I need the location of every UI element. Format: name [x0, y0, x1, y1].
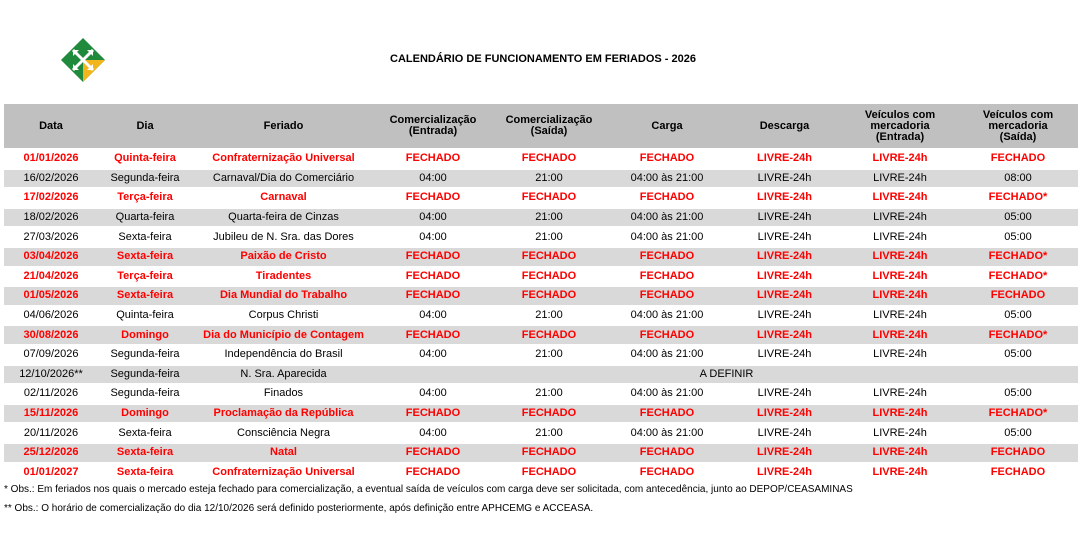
- table-row: [4, 365, 1078, 385]
- table-cell: 04:00 às 21:00: [607, 169, 727, 189]
- table-cell: LIVRE-24h: [727, 404, 842, 424]
- table-cell: FECHADO: [607, 404, 727, 424]
- table-cell: 04:00: [375, 345, 491, 365]
- table-row: [4, 384, 1078, 404]
- table-cell: LIVRE-24h: [727, 149, 842, 169]
- table-cell: 05:00: [958, 208, 1078, 228]
- table-cell: FECHADO: [958, 149, 1078, 169]
- table-cell: LIVRE-24h: [727, 169, 842, 189]
- column-header: Dia: [98, 104, 192, 149]
- table-cell: 30/08/2026: [4, 325, 98, 345]
- table-cell: 18/02/2026: [4, 208, 98, 228]
- table-cell: Carnaval/Dia do Comerciário: [192, 169, 375, 189]
- table-cell: LIVRE-24h: [727, 345, 842, 365]
- table-cell: LIVRE-24h: [842, 149, 958, 169]
- table-row: [4, 463, 1078, 483]
- table-row: [4, 306, 1078, 326]
- table-cell: LIVRE-24h: [727, 443, 842, 463]
- table-cell: LIVRE-24h: [727, 247, 842, 267]
- table-cell: 04:00: [375, 306, 491, 326]
- table-cell: 04:00: [375, 227, 491, 247]
- table-header-row: [4, 104, 1078, 149]
- table-row: [4, 345, 1078, 365]
- table-cell: LIVRE-24h: [842, 208, 958, 228]
- table-cell: 04:00: [375, 169, 491, 189]
- table-cell: 05:00: [958, 227, 1078, 247]
- table-cell: 17/02/2026: [4, 188, 98, 208]
- table-row: [4, 286, 1078, 306]
- table-cell: FECHADO*: [958, 267, 1078, 287]
- table-cell: FECHADO: [607, 247, 727, 267]
- table-cell: 04:00 às 21:00: [607, 384, 727, 404]
- table-cell: 04/06/2026: [4, 306, 98, 326]
- note-1: * Obs.: Em feriados nos quais o mercado esteja fechado para comercialização, a eventual saída de veículos com carga deve ser solicitada, com antecedência, junto ao DEPOP/CEASAMINAS: [4, 484, 853, 495]
- table-cell: Independência do Brasil: [192, 345, 375, 365]
- table-cell: LIVRE-24h: [727, 188, 842, 208]
- table-cell: LIVRE-24h: [727, 463, 842, 483]
- table-cell: FECHADO: [491, 149, 607, 169]
- table-cell: 21:00: [491, 384, 607, 404]
- table-cell: FECHADO*: [958, 188, 1078, 208]
- table-cell: Domingo: [98, 404, 192, 424]
- table-cell: 05:00: [958, 306, 1078, 326]
- table-cell: LIVRE-24h: [727, 286, 842, 306]
- table-cell: 27/03/2026: [4, 227, 98, 247]
- table-cell: Jubileu de N. Sra. das Dores: [192, 227, 375, 247]
- column-header: Veículos com mercadoria (Saída): [958, 104, 1078, 149]
- table-cell: LIVRE-24h: [842, 227, 958, 247]
- table-cell: FECHADO: [607, 325, 727, 345]
- table-cell: 01/01/2027: [4, 463, 98, 483]
- table-body: [4, 149, 1078, 482]
- note-2: ** Obs.: O horário de comercialização do dia 12/10/2026 será definido posteriormente, após definição entre APHCEMG e ACCEASA.: [4, 503, 594, 514]
- table-cell: FECHADO: [375, 149, 491, 169]
- table-cell: FECHADO: [607, 149, 727, 169]
- table-cell: 04:00: [375, 208, 491, 228]
- table-cell: Corpus Christi: [192, 306, 375, 326]
- table-cell: 25/12/2026: [4, 443, 98, 463]
- table-cell: Sexta-feira: [98, 227, 192, 247]
- table-cell: Tiradentes: [192, 267, 375, 287]
- table-cell: LIVRE-24h: [727, 227, 842, 247]
- table-cell: 02/11/2026: [4, 384, 98, 404]
- table-cell: 04:00: [375, 423, 491, 443]
- table-cell: FECHADO: [375, 404, 491, 424]
- table-cell: Sexta-feira: [98, 286, 192, 306]
- table-cell: FECHADO*: [958, 325, 1078, 345]
- column-header: Data: [4, 104, 98, 149]
- table-cell: LIVRE-24h: [842, 306, 958, 326]
- table-row: [4, 325, 1078, 345]
- table-row: [4, 149, 1078, 169]
- table-cell: N. Sra. Aparecida: [192, 365, 375, 385]
- table-cell: Dia do Município de Contagem: [192, 325, 375, 345]
- column-header: Descarga: [727, 104, 842, 149]
- table-cell: LIVRE-24h: [842, 384, 958, 404]
- table-cell: 21:00: [491, 208, 607, 228]
- table-cell: FECHADO: [375, 325, 491, 345]
- table-cell: Sexta-feira: [98, 423, 192, 443]
- table-cell: Quarta-feira: [98, 208, 192, 228]
- table-cell: 21:00: [491, 345, 607, 365]
- table-cell: LIVRE-24h: [842, 267, 958, 287]
- table-cell: 07/09/2026: [4, 345, 98, 365]
- table-row: [4, 443, 1078, 463]
- table-cell: FECHADO*: [958, 404, 1078, 424]
- table-cell: FECHADO: [491, 188, 607, 208]
- table-cell: 01/05/2026: [4, 286, 98, 306]
- table-row: [4, 404, 1078, 424]
- table-cell: FECHADO: [607, 267, 727, 287]
- table-cell: 04:00 às 21:00: [607, 208, 727, 228]
- table-cell: Confraternização Universal: [192, 463, 375, 483]
- table-cell: FECHADO*: [958, 247, 1078, 267]
- table-cell: LIVRE-24h: [727, 384, 842, 404]
- table-cell: 12/10/2026**: [4, 365, 98, 385]
- table-cell: 04:00 às 21:00: [607, 306, 727, 326]
- table-row: [4, 188, 1078, 208]
- table-cell: 20/11/2026: [4, 423, 98, 443]
- table-cell: LIVRE-24h: [727, 423, 842, 443]
- table-cell: FECHADO: [375, 463, 491, 483]
- table-cell: 04:00 às 21:00: [607, 423, 727, 443]
- table-cell: A DEFINIR: [375, 365, 1078, 385]
- table-cell: 21/04/2026: [4, 267, 98, 287]
- table-cell: Quarta-feira de Cinzas: [192, 208, 375, 228]
- table-cell: FECHADO: [958, 286, 1078, 306]
- holiday-calendar-table: [4, 104, 1078, 483]
- table-cell: FECHADO: [375, 247, 491, 267]
- table-row: [4, 169, 1078, 189]
- table-cell: 21:00: [491, 227, 607, 247]
- table-cell: Sexta-feira: [98, 443, 192, 463]
- table-cell: Confraternização Universal: [192, 149, 375, 169]
- column-header: Carga: [607, 104, 727, 149]
- table-cell: Natal: [192, 443, 375, 463]
- column-header: Feriado: [192, 104, 375, 149]
- table-cell: LIVRE-24h: [842, 247, 958, 267]
- table-cell: FECHADO: [607, 286, 727, 306]
- table-cell: FECHADO: [375, 267, 491, 287]
- table-cell: 16/02/2026: [4, 169, 98, 189]
- table-cell: FECHADO: [607, 443, 727, 463]
- table-cell: FECHADO: [958, 463, 1078, 483]
- table-row: [4, 247, 1078, 267]
- table-cell: 08:00: [958, 169, 1078, 189]
- table-cell: Segunda-feira: [98, 345, 192, 365]
- table-cell: LIVRE-24h: [842, 423, 958, 443]
- table-cell: 01/01/2026: [4, 149, 98, 169]
- table-cell: Segunda-feira: [98, 384, 192, 404]
- table-cell: Sexta-feira: [98, 463, 192, 483]
- table-cell: LIVRE-24h: [727, 208, 842, 228]
- table-cell: FECHADO: [491, 247, 607, 267]
- table-cell: 21:00: [491, 423, 607, 443]
- column-header: Comercialização (Entrada): [375, 104, 491, 149]
- table-cell: LIVRE-24h: [727, 325, 842, 345]
- table-row: [4, 208, 1078, 228]
- table-cell: LIVRE-24h: [727, 267, 842, 287]
- table-cell: FECHADO: [375, 443, 491, 463]
- table-cell: Segunda-feira: [98, 365, 192, 385]
- table-cell: Consciência Negra: [192, 423, 375, 443]
- table-cell: LIVRE-24h: [842, 188, 958, 208]
- table-cell: 04:00: [375, 384, 491, 404]
- table-cell: LIVRE-24h: [842, 345, 958, 365]
- table-cell: Proclamação da República: [192, 404, 375, 424]
- table-cell: FECHADO: [491, 443, 607, 463]
- table-cell: 05:00: [958, 384, 1078, 404]
- table-cell: Terça-feira: [98, 267, 192, 287]
- table-row: [4, 227, 1078, 247]
- table-cell: 03/04/2026: [4, 247, 98, 267]
- ceasaminas-logo: [59, 36, 107, 84]
- table-cell: LIVRE-24h: [842, 169, 958, 189]
- page-title: CALENDÁRIO DE FUNCIONAMENTO EM FERIADOS - 2026: [390, 53, 696, 65]
- table-row: [4, 267, 1078, 287]
- table-cell: Segunda-feira: [98, 169, 192, 189]
- table-cell: FECHADO: [607, 188, 727, 208]
- table-cell: LIVRE-24h: [842, 463, 958, 483]
- table-cell: 21:00: [491, 306, 607, 326]
- table-cell: LIVRE-24h: [842, 404, 958, 424]
- table-cell: 05:00: [958, 423, 1078, 443]
- table-cell: LIVRE-24h: [727, 306, 842, 326]
- table-cell: FECHADO: [958, 443, 1078, 463]
- table-cell: FECHADO: [491, 404, 607, 424]
- column-header: Comercialização (Saída): [491, 104, 607, 149]
- table-cell: FECHADO: [491, 267, 607, 287]
- table-cell: 21:00: [491, 169, 607, 189]
- table-row: [4, 423, 1078, 443]
- table-cell: Finados: [192, 384, 375, 404]
- table-cell: Sexta-feira: [98, 247, 192, 267]
- table-cell: FECHADO: [491, 286, 607, 306]
- table-cell: FECHADO: [375, 286, 491, 306]
- table-cell: FECHADO: [491, 463, 607, 483]
- table-cell: FECHADO: [491, 325, 607, 345]
- table-cell: Domingo: [98, 325, 192, 345]
- table-cell: LIVRE-24h: [842, 443, 958, 463]
- table-cell: FECHADO: [607, 463, 727, 483]
- table-cell: 05:00: [958, 345, 1078, 365]
- table-cell: LIVRE-24h: [842, 325, 958, 345]
- table-cell: 04:00 às 21:00: [607, 227, 727, 247]
- table-cell: Carnaval: [192, 188, 375, 208]
- table-cell: Quinta-feira: [98, 306, 192, 326]
- table-cell: FECHADO: [375, 188, 491, 208]
- table-cell: 04:00 às 21:00: [607, 345, 727, 365]
- table-cell: Paixão de Cristo: [192, 247, 375, 267]
- table-cell: 15/11/2026: [4, 404, 98, 424]
- table-cell: LIVRE-24h: [842, 286, 958, 306]
- table-cell: Dia Mundial do Trabalho: [192, 286, 375, 306]
- column-header: Veículos com mercadoria (Entrada): [842, 104, 958, 149]
- table-cell: Terça-feira: [98, 188, 192, 208]
- table-cell: Quinta-feira: [98, 149, 192, 169]
